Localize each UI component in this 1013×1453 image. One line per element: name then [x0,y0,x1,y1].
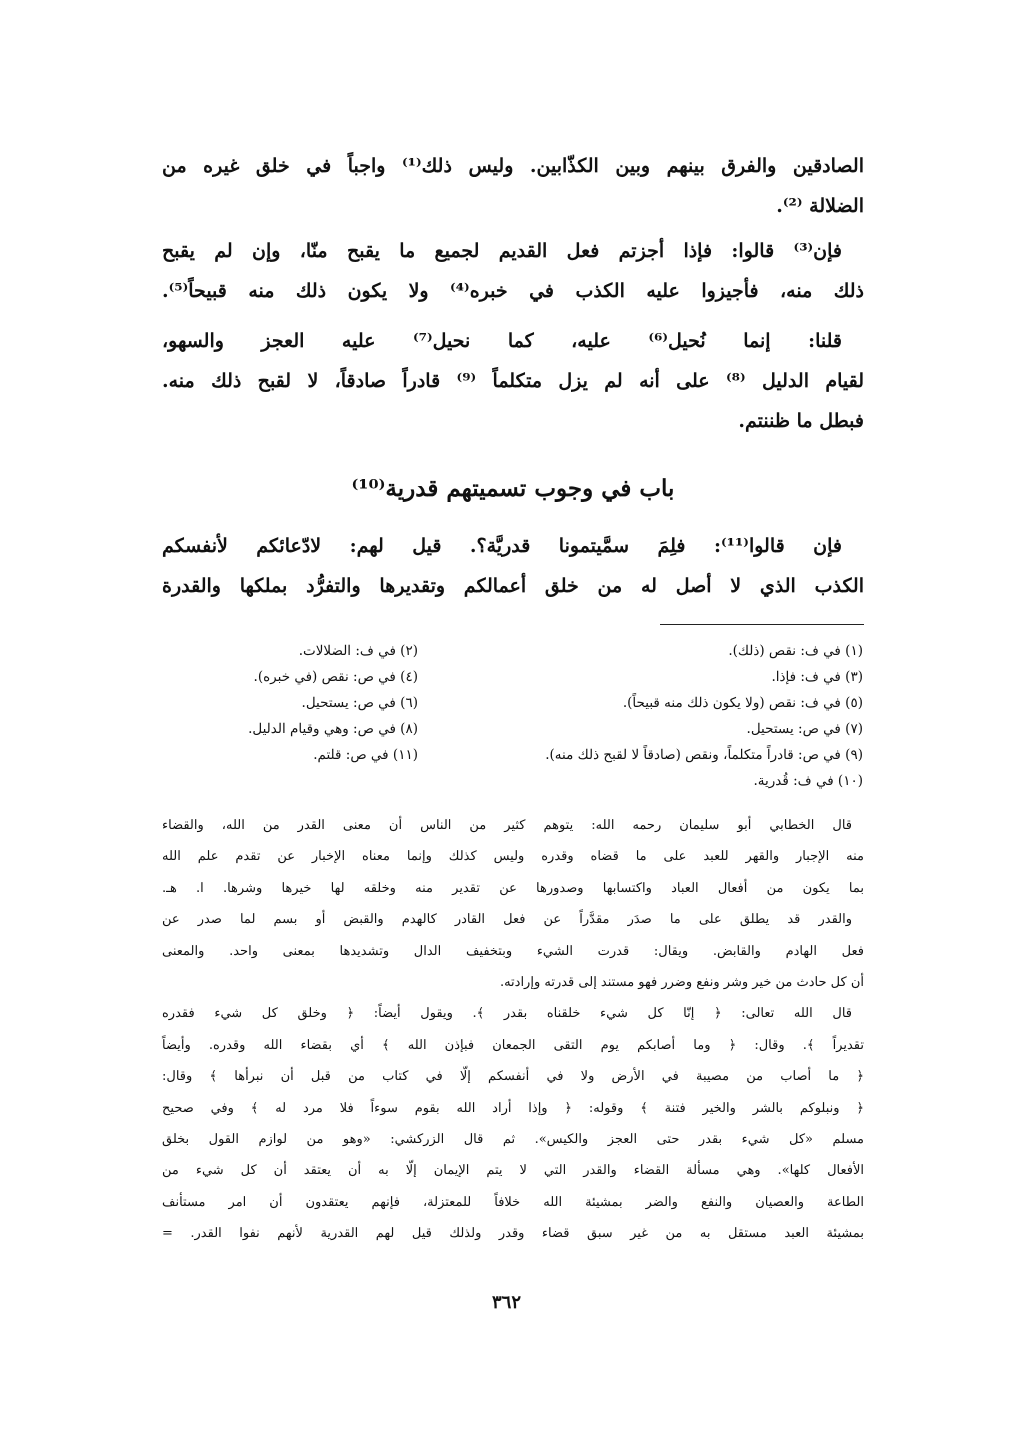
commentary-line: الطاعة والعصيان والنفع والضر بمشيئة الله خلافاً للمعتزلة، فإنهم يعتقدون أن امر مستأنف [162,1194,864,1210]
main-text-line: فإن⁽³⁾ قالوا: فإذا أجزتم فعل القديم لجميع ما يقبح منّا، وإن لم يقبح [162,240,842,262]
footnote: (٨) في ص: وهي وقيام الدليل. [248,721,418,737]
main-text-line: الضلالة ⁽²⁾. [776,195,864,217]
commentary-line: أن كل حادث من خير وشر ونفع وضرر فهو مستند إلى قدرته وإرادته. [499,975,864,990]
main-text-line: قلنا: إنما نُحيل⁽⁶⁾ عليه، كما نحيل⁽⁷⁾ عليه العجز والسهو، [162,330,842,352]
footnote: (٩) في ص: قادراً متكلماً، ونقص (صادقاً لا لقبح ذلك منه). [545,747,863,763]
commentary-line: بمشيئة العبد مستقل به من غير سبق قضاء وقدر ولذلك قيل لهم القدرية لأنهم نفوا القدر. = [162,1226,864,1242]
commentary-line: والقدر قد يطلق على ما صدَر مقدَّراً عن فعل القادر كالهدم والقبض أو بسم لما صدر عن [162,912,852,928]
footnote: (١٠) في ف: قُدرية. [753,773,863,789]
commentary-line: قال الخطابي أبو سليمان رحمه الله: يتوهم كثير من الناس أن معنى القدر من الله، والقضاء [162,818,852,833]
footnote-divider [660,624,864,625]
footnote: (١) في ف: نقص (ذلك). [728,643,863,659]
footnote: (٤) في ص: نقص (في خبره). [253,669,418,685]
section-text-line: فإن قالوا⁽¹¹⁾: فلِمَ سمَّيتمونا قدريَّة؟. قيل لهم: لادّعائكم لأنفسكم [162,535,842,557]
commentary-line: بما يكون من أفعال العباد واكتسابها وصدورها عن تقدير منه وخلقه لها خيرها وشرها. ا. هـ. [162,880,864,896]
section-text-line: الكذب الذي لا أصل له من خلق أعمالكم وتقديرها والتفرُّد بملكها والقدرة [162,575,864,597]
commentary-line: تقديراً ﴾. وقال: ﴿ وما أصابكم يوم التقى الجمعان فبإذن الله ﴾ أي بقضاء الله وقدره. وأيضاً [162,1037,864,1053]
footnote: (٧) في ص: يستحيل. [746,721,863,737]
commentary-line: ﴿ ما أصاب من مصيبة في الأرض ولا في أنفسكم إلّا في كتاب من قبل أن نبرأها ﴾ وقال: [162,1069,864,1085]
section-title: باب في وجوب تسميتهم قدرية⁽¹⁰⁾ [351,475,675,502]
commentary-line: ﴿ ونبلوكم بالشر والخير فتنة ﴾ وقوله: ﴿ وإذا أراد الله بقوم سوءاً فلا مرد له ﴾ وفي صحيح [162,1100,864,1116]
commentary-line: مسلم «كل شيء بقدر حتى العجز والكيس». ثم قال الزركشي: «وهو من لوازم القول بخلق [162,1132,864,1147]
commentary-line: قال الله تعالى: ﴿ إنّا كل شيء خلقناه بقدر ﴾. ويقول أيضاً: ﴿ وخلق كل شيء فقدره [162,1006,852,1022]
footnote: (٣) في ف: فإذا. [771,669,863,685]
commentary-line: منه الإجبار والقهر للعبد على ما قضاه وقدره وليس كذلك وإنما معناه الإخبار عن تقدم علم الله [162,849,864,865]
commentary-line: فعل الهادم والقابض. ويقال: قدرت الشيء وبتخفيف الدال وتشديدها بمعنى واحد. والمعنى [162,943,864,959]
main-text-line: الصادقين والفرق بينهم وبين الكذّابين. وليس ذلك⁽¹⁾ واجباً في خلق غيره من [162,155,864,177]
footnote: (١١) في ص: قلتم. [313,747,418,763]
footnote: (٢) في ف: الضلالات. [298,643,418,659]
footnote: (٥) في ف: نقص (ولا يكون ذلك منه قبيحاً). [622,695,863,711]
main-text-line: لقيام الدليل ⁽⁸⁾ على أنه لم يزل متكلماً ⁽⁹⁾ قادراً صادقاً، لا لقبح ذلك منه. [162,370,865,392]
commentary-line: الأفعال كلها». وهي مسألة القضاء والقدر التي لا يتم الإيمان إلّا به أن يعتقد أن كل شيء من [162,1163,864,1179]
main-text-line: فبطل ما ظننتم. [738,410,864,432]
footnote: (٦) في ص: يستحيل. [301,695,418,711]
page-number: ٣٦٢ [491,1292,521,1313]
main-text-line: ذلك منه، فأجيزوا عليه الكذب في خبره⁽⁴⁾ ولا يكون ذلك منه قبيحاً⁽⁵⁾. [162,280,864,302]
